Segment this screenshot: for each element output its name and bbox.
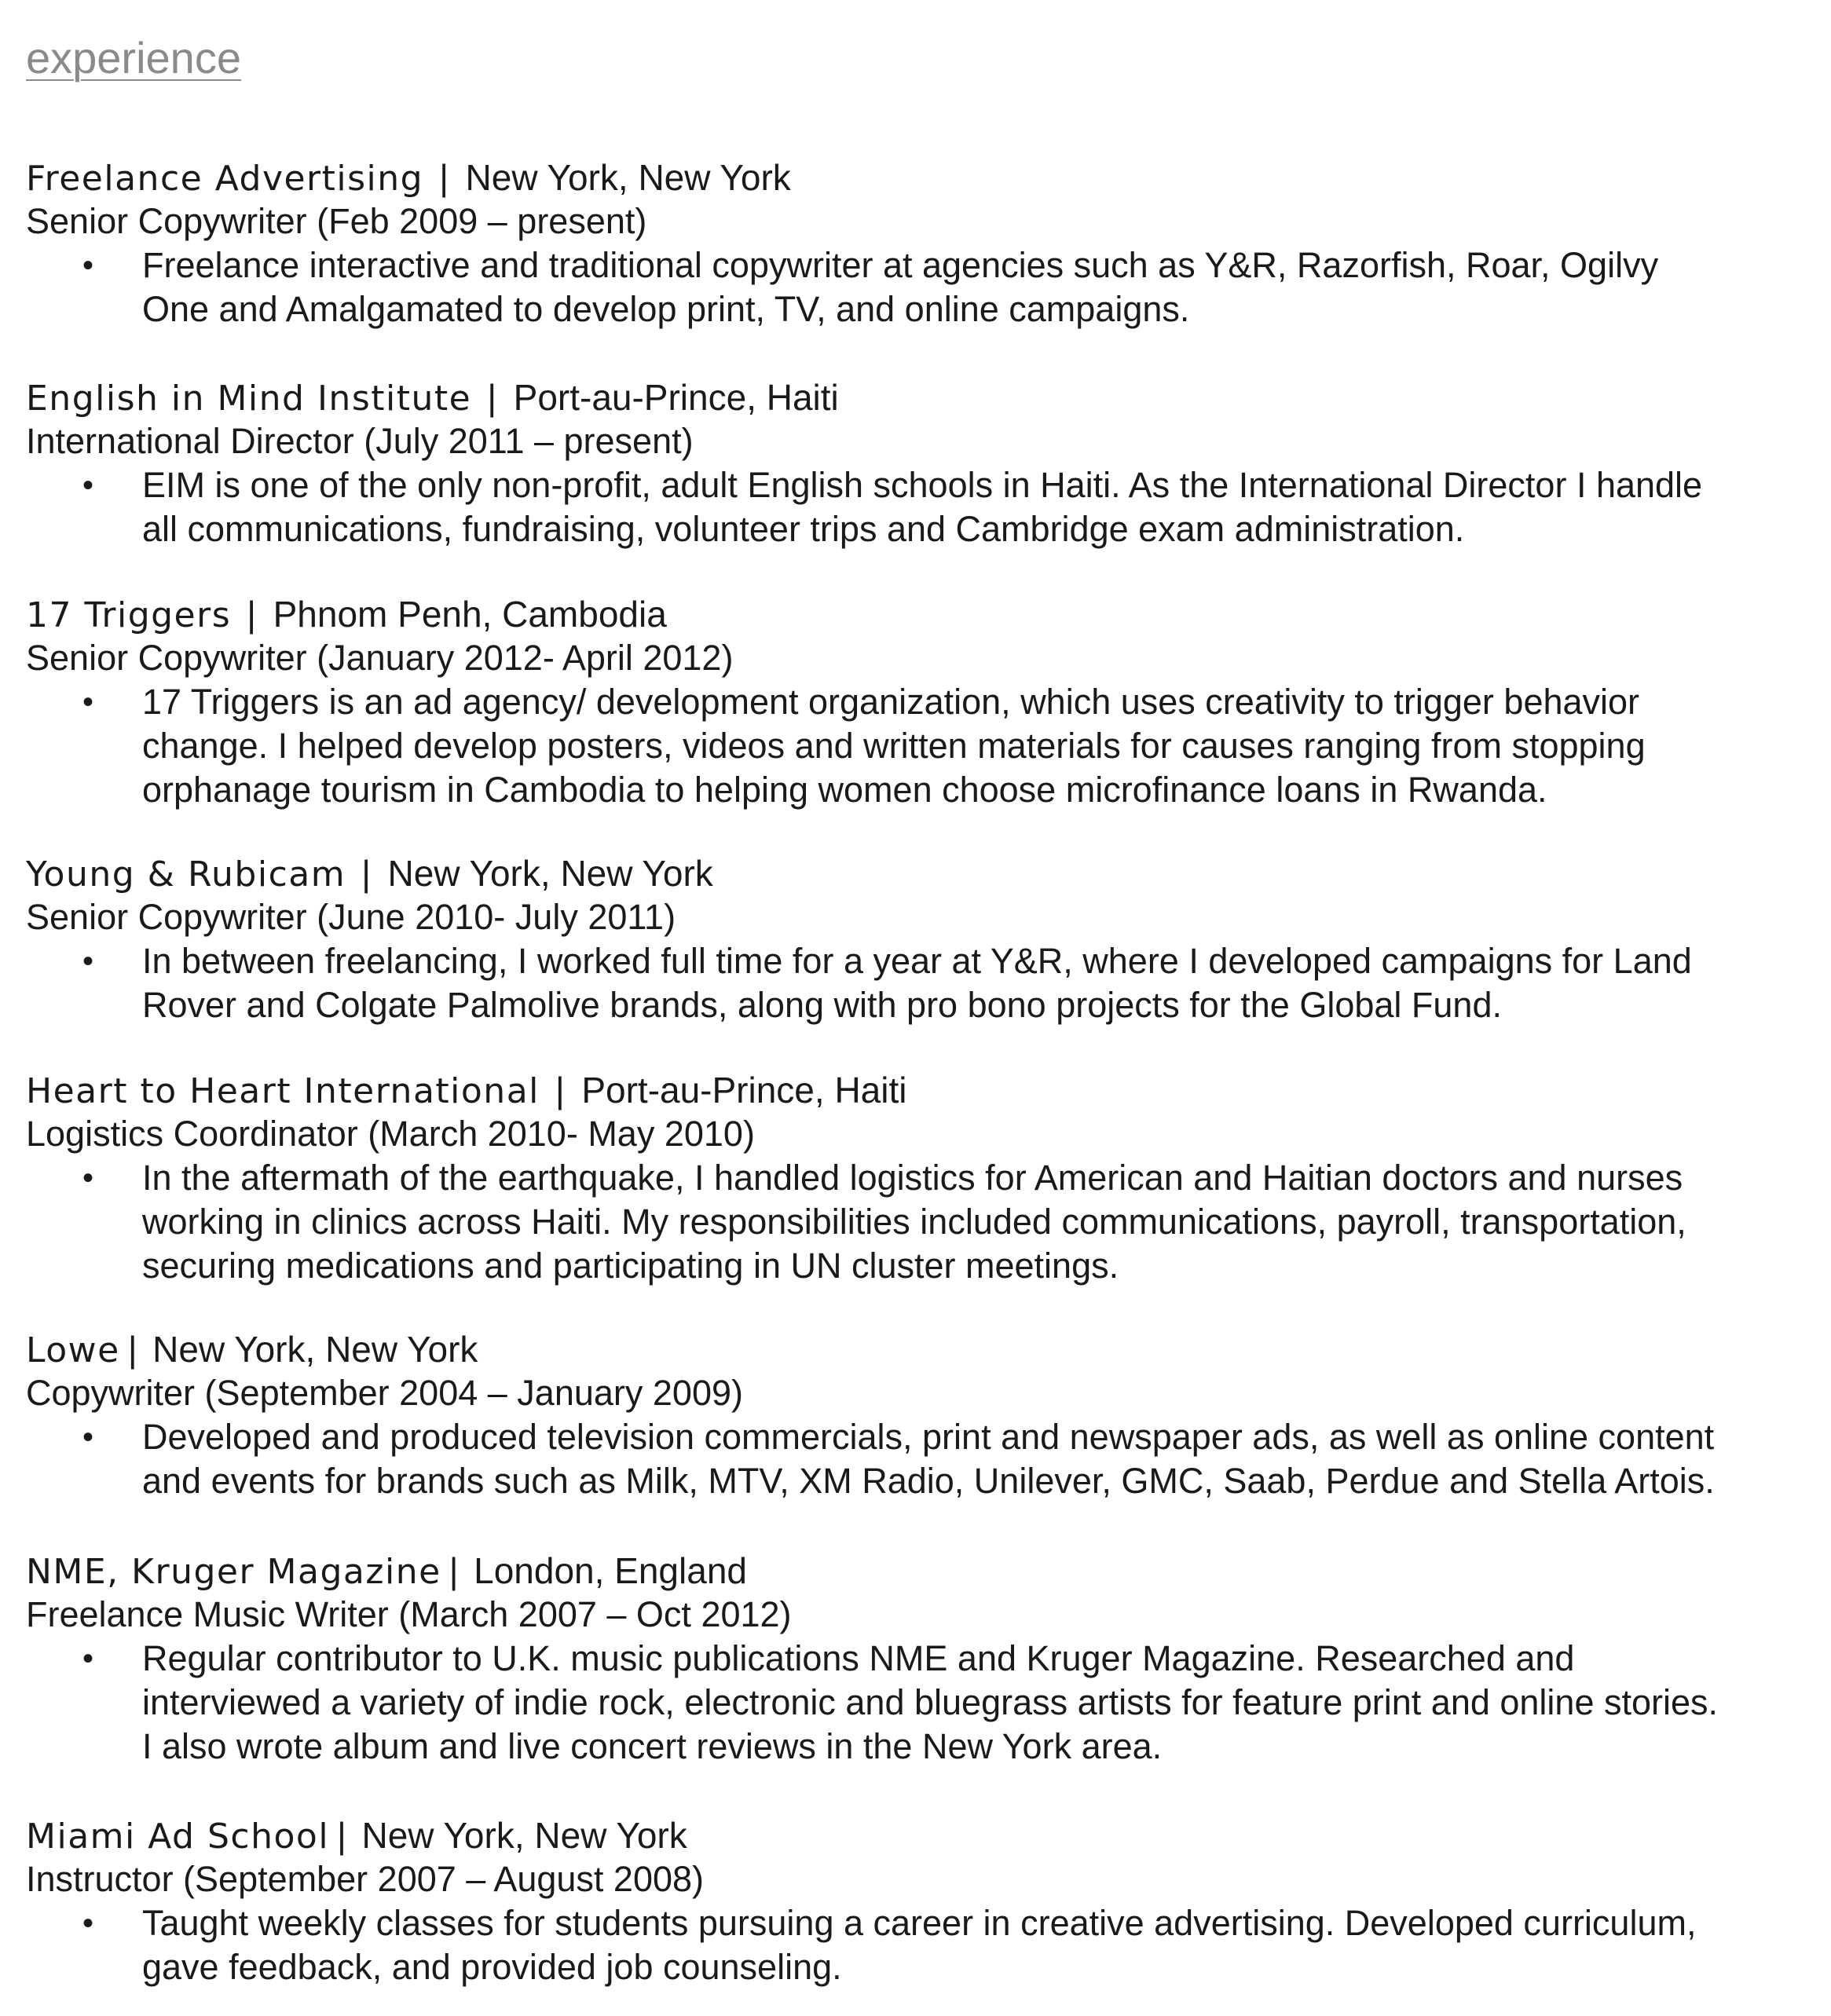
organization-name: Heart to Heart International: [26, 1071, 540, 1111]
role-title: Copywriter (September 2004 – January 2009): [26, 1373, 743, 1413]
bullet-text: Freelance interactive and traditional copywriter at agencies such as Y&R, Razorfish, Roar, Ogilvy One and Amalgamated to develop print, TV, and online campaigns.: [142, 245, 1659, 329]
experience-entry: [26, 851, 1801, 1027]
bullet-icon: •: [82, 1906, 94, 1941]
separator: |: [337, 1815, 348, 1856]
bullet-text: Regular contributor to U.K. music publications NME and Kruger Magazine. Researched and interviewed a variety of indie rock, electronic and bluegrass artists for feature print and online stories. I also wrote album and live concert reviews in the New York area.: [142, 1638, 1719, 1766]
bullet-item: [26, 939, 1721, 1027]
bullet-text: In between freelancing, I worked full time for a year at Y&R, where I developed campaigns for Land Rover and Colgate Palmolive brands, along with pro bono projects for the Global Fund.: [142, 941, 1692, 1025]
bullet-list: [26, 243, 1801, 331]
entry-header: [26, 592, 1801, 636]
role-title: Senior Copywriter (Feb 2009 – present): [26, 201, 647, 241]
separator: |: [487, 377, 498, 418]
bullet-text: Taught weekly classes for students pursuing a career in creative advertising. Developed curriculum, gave feedback, and provided job counseling.: [142, 1903, 1697, 1987]
entry-header: [26, 375, 1801, 419]
role-title: Instructor (September 2007 – August 2008): [26, 1859, 705, 1899]
organization-name: Lowe: [26, 1330, 120, 1370]
role-title: Freelance Music Writer (March 2007 – Oct 2012): [26, 1594, 792, 1634]
bullet-item: [26, 463, 1721, 551]
entry-header: [26, 1549, 1801, 1593]
bullet-text: Developed and produced television commercials, print and newspaper ads, as well as online content and events for brands such as Milk, MTV, XM Radio, Unilever, GMC, Saab, Perdue and Stella Artois.: [142, 1417, 1715, 1501]
separator: |: [127, 1329, 139, 1370]
entry-header: [26, 1813, 1801, 1857]
bullet-icon: •: [82, 1161, 94, 1195]
role-title: Senior Copywriter (January 2012- April 2012): [26, 638, 734, 678]
organization-name: Young & Rubicam: [26, 854, 346, 895]
location: New York, New York: [361, 1815, 687, 1856]
role-title: International Director (July 2011 – present): [26, 421, 694, 461]
bullet-item: [26, 1637, 1721, 1769]
experience-entry: [26, 1813, 1801, 1989]
bullet-list: [26, 1415, 1801, 1503]
location: Port-au-Prince, Haiti: [581, 1070, 907, 1110]
bullet-icon: •: [82, 1420, 94, 1454]
separator: |: [439, 157, 450, 198]
bullet-icon: •: [82, 685, 94, 719]
location: New York, New York: [152, 1329, 478, 1370]
bullet-list: [26, 1156, 1801, 1288]
organization-name: Miami Ad School: [26, 1817, 330, 1857]
bullet-item: [26, 680, 1721, 812]
bullet-icon: •: [82, 944, 94, 979]
entry-header: [26, 1068, 1801, 1112]
experience-entry: [26, 375, 1801, 551]
location: Port-au-Prince, Haiti: [513, 377, 839, 418]
location: London, England: [474, 1550, 747, 1591]
location: Phnom Penh, Cambodia: [273, 594, 667, 635]
bullet-list: [26, 680, 1801, 812]
experience-entry: [26, 1327, 1801, 1503]
experience-entry: [26, 1549, 1801, 1769]
organization-name: English in Mind Institute: [26, 379, 472, 419]
experience-entry: [26, 592, 1801, 812]
separator: |: [247, 594, 258, 635]
entry-header: [26, 851, 1801, 895]
bullet-list: [26, 463, 1801, 551]
bullet-item: [26, 1415, 1721, 1503]
role-title: Senior Copywriter (June 2010- July 2011): [26, 897, 676, 937]
entry-header: [26, 1327, 1801, 1371]
separator: |: [449, 1550, 460, 1591]
bullet-icon: •: [82, 248, 94, 283]
bullet-item: [26, 1156, 1721, 1288]
bullet-list: [26, 1901, 1801, 1989]
bullet-icon: •: [82, 1641, 94, 1676]
organization-name: NME, Kruger Magazine: [26, 1552, 441, 1592]
experience-entry: [26, 1068, 1801, 1288]
role-title: Logistics Coordinator (March 2010- May 2010): [26, 1114, 755, 1154]
bullet-list: [26, 939, 1801, 1027]
bullet-text: EIM is one of the only non-profit, adult English schools in Haiti. As the International Director I handle all communications, fundraising, volunteer trips and Cambridge exam administration.: [142, 465, 1703, 549]
bullet-icon: •: [82, 468, 94, 503]
bullet-item: [26, 1901, 1721, 1989]
section-title: experience: [26, 33, 241, 82]
entry-header: [26, 155, 1801, 199]
separator: |: [555, 1070, 566, 1110]
separator: |: [361, 853, 372, 894]
bullet-text: In the aftermath of the earthquake, I handled logistics for American and Haitian doctors and nurses working in clinics across Haiti. My responsibilities included communications, payroll, transportation, securing medications and participating in UN cluster meetings.: [142, 1158, 1686, 1286]
experience-entry: [26, 155, 1801, 331]
location: New York, New York: [465, 157, 791, 198]
organization-name: Freelance Advertising: [26, 159, 424, 199]
location: New York, New York: [387, 853, 713, 894]
bullet-list: [26, 1637, 1801, 1769]
organization-name: 17 Triggers: [26, 595, 232, 635]
bullet-item: [26, 243, 1721, 331]
bullet-text: 17 Triggers is an ad agency/ development organization, which uses creativity to trigger behavior change. I helped develop posters, videos and written materials for causes ranging from stopping orphanage tourism in Cambodia to helping women choose microfinance loans in Rwanda.: [142, 682, 1646, 810]
